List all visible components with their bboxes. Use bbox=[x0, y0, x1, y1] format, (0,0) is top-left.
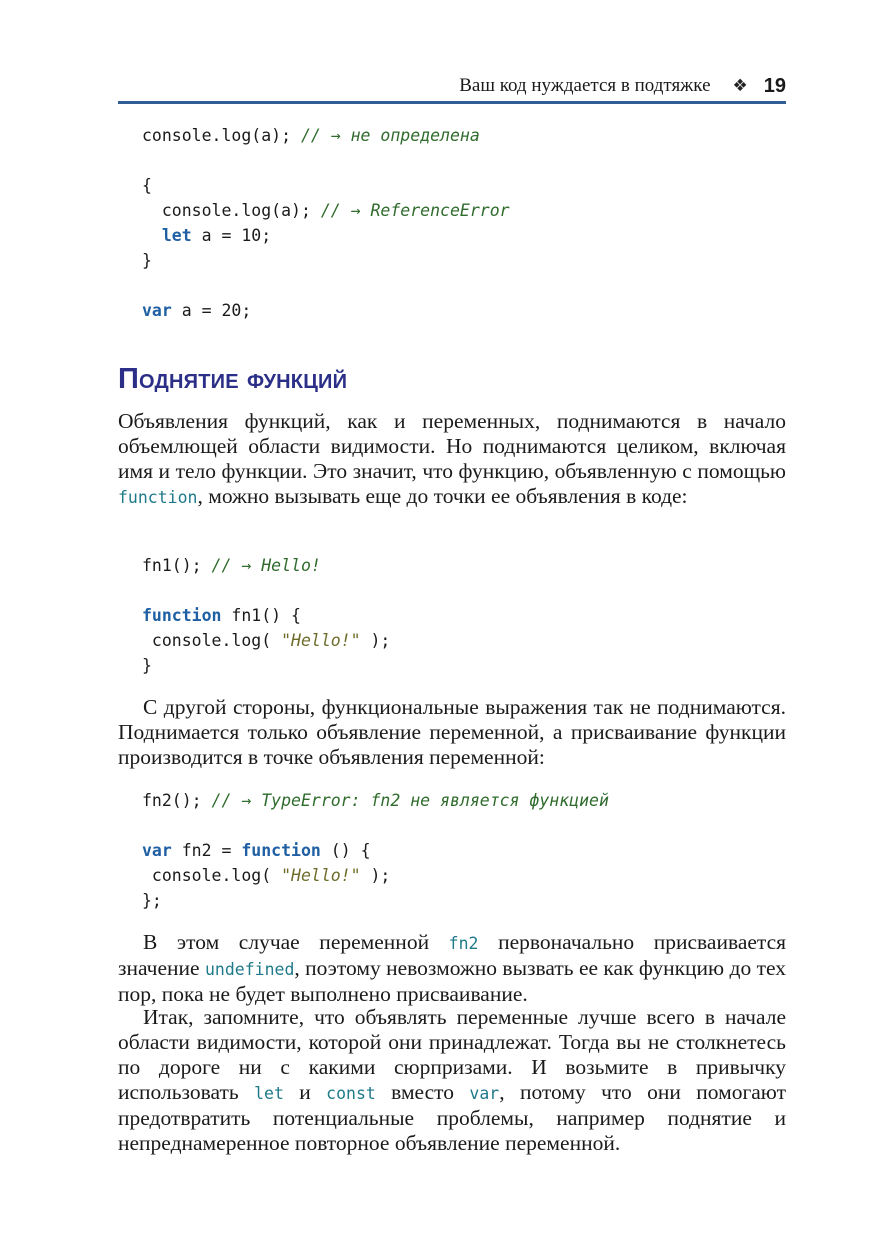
inline-code: fn2 bbox=[448, 934, 479, 953]
paragraph-2: С другой стороны, функциональные выражения так не поднимаются. Поднимается только объявление переменной, а присваивание функции производится в точке объявления переменной: bbox=[118, 695, 786, 769]
code-string: "Hello!" bbox=[281, 631, 361, 650]
code-line: console.log( bbox=[142, 631, 282, 650]
paragraph-text: , потому что они помогают предотвратить потенциальные проблемы, например поднятие и непреднамеренное повторное объявление переменной. bbox=[118, 1080, 786, 1155]
code-keyword: var bbox=[142, 841, 172, 860]
code-line: fn2 = bbox=[171, 841, 242, 860]
code-keyword: var bbox=[142, 301, 172, 320]
code-keyword: function bbox=[241, 841, 321, 860]
paragraph-text: , поэтому невозможно вызвать ее как функцию до тех пор, пока не будет выполнено присваивание. bbox=[118, 956, 786, 1006]
code-line: a = 20; bbox=[171, 301, 252, 320]
paragraph-text: В этом случае переменной bbox=[143, 930, 449, 954]
inline-code: const bbox=[326, 1084, 376, 1103]
inline-code: function bbox=[118, 488, 198, 507]
code-block-function-expression bbox=[142, 788, 609, 913]
code-comment: // → не определена bbox=[300, 126, 480, 145]
inline-code: undefined bbox=[204, 960, 295, 979]
paragraph-4 bbox=[118, 1005, 786, 1156]
code-line: ); bbox=[360, 866, 391, 885]
code-line: fn2(); bbox=[142, 791, 212, 810]
code-keyword: let bbox=[161, 226, 192, 245]
paragraph-text: Итак, запомните, что объявлять переменные лучше всего в начале области видимости, которой они принадлежат. Тогда вы не столкнетесь по дороге ни с какими сюрпризами. И возьмите в привычку использовать bbox=[118, 1005, 786, 1104]
code-line: }; bbox=[142, 891, 162, 910]
running-header bbox=[118, 72, 786, 100]
running-header-title: Ваш код нуждается в подтяжке bbox=[459, 75, 711, 96]
code-line: fn1() { bbox=[221, 606, 301, 625]
code-line: { bbox=[142, 176, 152, 195]
code-line: console.log( bbox=[142, 866, 282, 885]
code-comment: // → ReferenceError bbox=[320, 201, 510, 220]
code-line: a = 10; bbox=[191, 226, 272, 245]
code-comment: // → TypeError: fn2 не является функцией bbox=[211, 791, 609, 810]
paragraph-text: первоначально присваивается значение bbox=[118, 930, 787, 980]
paragraph-text: Объявления функций, как и переменных, поднимаются в начало объемлющей области видимости. Но поднимаются целиком, включая имя и тело функции. Это значит, что функцию, объявленную с помощью bbox=[118, 409, 786, 483]
paragraph-text: вместо bbox=[375, 1080, 470, 1104]
code-line: } bbox=[142, 251, 152, 270]
page-number: 19 bbox=[763, 74, 786, 97]
paragraph-3 bbox=[118, 930, 786, 1007]
code-string: "Hello!" bbox=[281, 866, 361, 885]
code-block-let bbox=[142, 123, 510, 323]
code-line: ); bbox=[360, 631, 391, 650]
paragraph-1 bbox=[118, 409, 786, 510]
code-line: console.log(a); bbox=[142, 126, 301, 145]
code-comment: // → Hello! bbox=[211, 556, 321, 575]
inline-code: let bbox=[254, 1084, 284, 1103]
code-block-function-declaration bbox=[142, 553, 390, 678]
code-line: () { bbox=[320, 841, 371, 860]
section-heading: Поднятие функций bbox=[118, 363, 348, 395]
ornament-icon: ❖ bbox=[732, 76, 748, 96]
paragraph-text: и bbox=[283, 1080, 327, 1104]
code-line: fn1(); bbox=[142, 556, 212, 575]
inline-code: var bbox=[469, 1084, 500, 1103]
code-line: console.log(a); bbox=[142, 201, 321, 220]
code-line: } bbox=[142, 656, 152, 675]
paragraph-text: , можно вызывать еще до точки ее объявления в коде: bbox=[197, 484, 688, 508]
code-keyword: function bbox=[142, 606, 222, 625]
header-rule bbox=[118, 101, 786, 104]
